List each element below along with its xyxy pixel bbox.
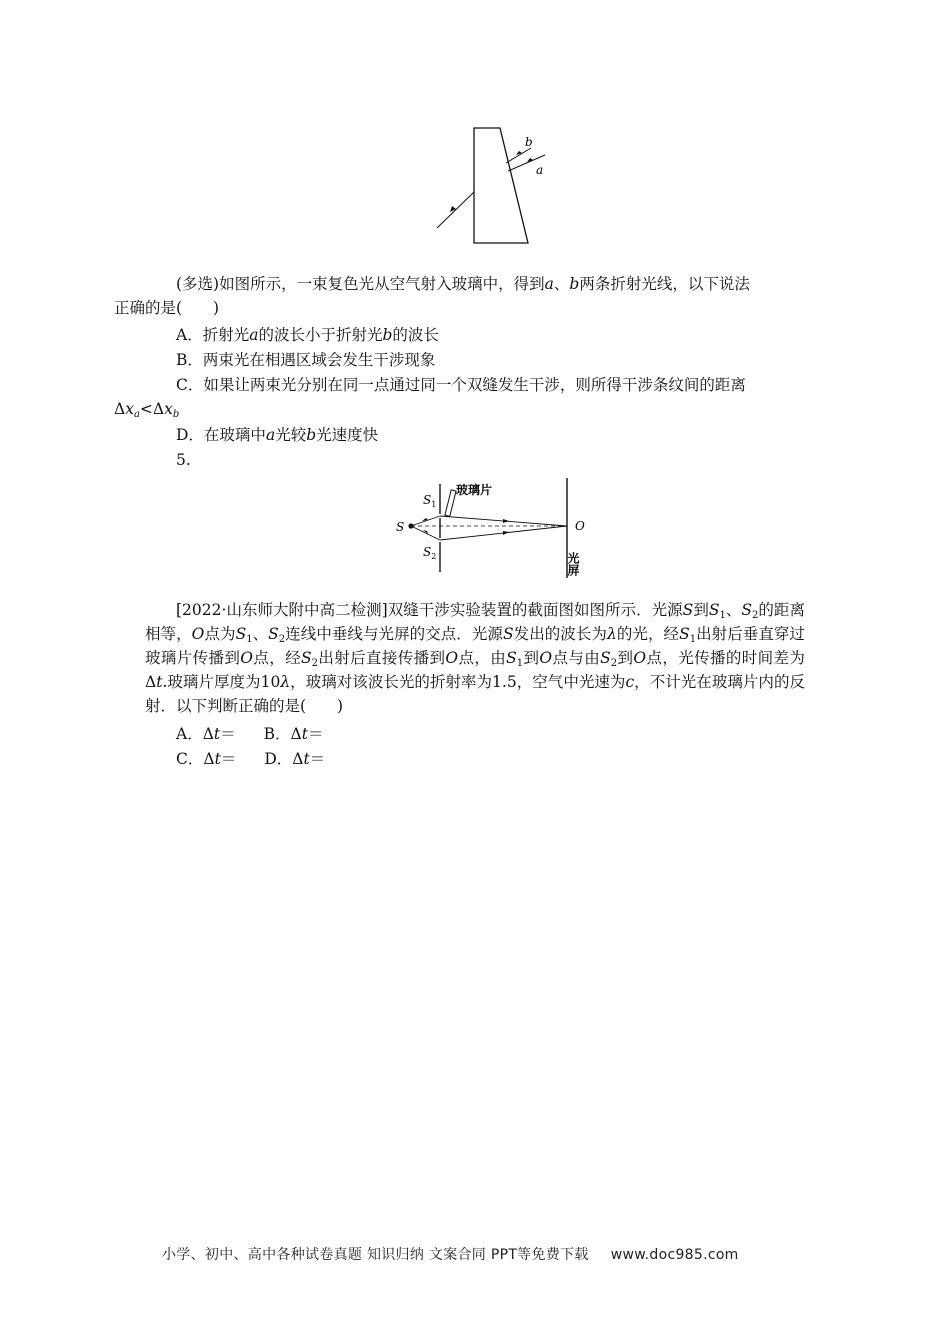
- q5-options-cd: [176, 747, 325, 771]
- label-S2: $S_2$: [423, 545, 437, 561]
- q5-option-d: D．Δt＝: [264, 750, 326, 768]
- label-S1: $S_1$: [423, 493, 437, 509]
- label-b: b: [525, 135, 533, 149]
- glass-block: [474, 128, 528, 243]
- label-O: O: [575, 519, 585, 533]
- label-a: a: [536, 163, 544, 177]
- q5-option-b: B．Δt＝: [263, 725, 324, 743]
- arrow-4: [503, 531, 509, 535]
- q5-option-c: C．Δt＝: [176, 750, 237, 768]
- incident-arrow: [450, 206, 456, 212]
- q5-number: 5.: [176, 451, 191, 469]
- q5-stem: [2022·山东师大附中高二检测]双缝干涉实验装置的截面图如图所示．光源S到$S_1$、$S_2$的距离相等，O点为$S_1$、$S_2$连线中垂线与光屏的交点．光源S发出的波长为λ的光，经$S_1$出射后垂直穿过玻璃片传播到O点，经$S_2$出射后直接传播到O点，由$S_1$到O点与由$S_2$到O点，光传播的时间差为Δt.玻璃片厚度为10λ，玻璃对该波长光的折射率为1.5，空气中光速为c，不计光在玻璃片内的反射．以下判断正确的是( ): [145, 601, 805, 715]
- glass-slab: [445, 490, 456, 516]
- footer: [162, 1244, 739, 1264]
- q4-option-c: C．如果让两束光分别在同一点通过同一个双缝发生干涉，则所得干涉条纹间的距离 $\Delta x_a<\Delta x_b$: [114, 376, 746, 420]
- q5-option-a: A．Δt＝: [176, 725, 236, 743]
- label-S: S: [396, 520, 405, 534]
- q4-stem: (多选)如图所示，一束复色光从空气射入玻璃中，得到a、b两条折射光线，以下说法 正确的是( ): [114, 275, 750, 317]
- refracted-ray-b: [506, 148, 531, 163]
- label-glass: 玻璃片: [456, 483, 493, 497]
- double-slit-figure: [392, 474, 602, 582]
- prism-figure: [430, 120, 560, 250]
- q4-option-b: B．两束光在相遇区域会发生干涉现象: [176, 351, 436, 369]
- incident-ray: [437, 192, 474, 228]
- arrow-3: [503, 519, 509, 523]
- ray-S-S1: [411, 516, 440, 526]
- ray-S-S2: [411, 526, 440, 540]
- q5-options-ab: [176, 722, 323, 746]
- q4-option-a: A．折射光a的波长小于折射光b的波长: [176, 326, 439, 344]
- footer-site-link[interactable]: www.doc985.com: [610, 1247, 739, 1263]
- footer-text: 小学、初中、高中各种试卷真题 知识归纳 文案合同 PPT等免费下载: [162, 1247, 589, 1263]
- q4-option-d: D．在玻璃中a光较b光速度快: [176, 426, 379, 444]
- label-screen: 光屏: [566, 552, 580, 576]
